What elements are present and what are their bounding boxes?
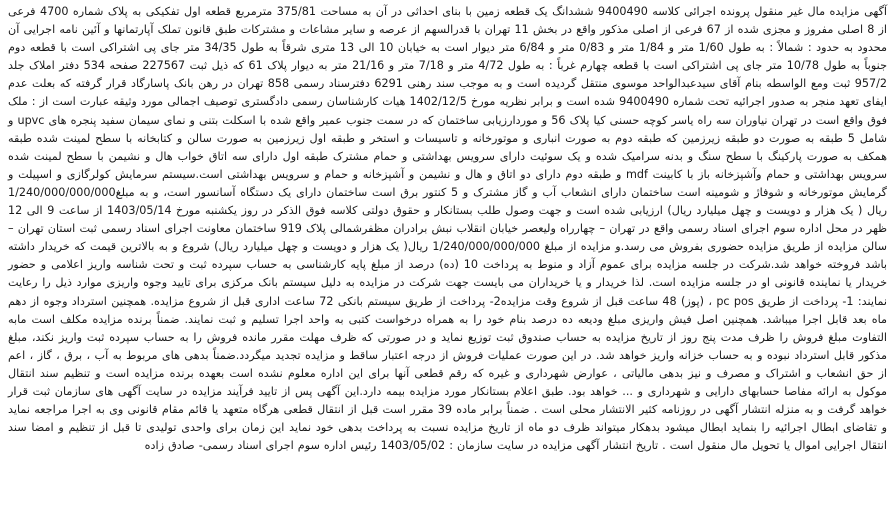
notice-body-text: آگهی مزایده مال غیر منقول پرونده اجرائی کلاسه 9400490 ششدانگ یک قطعه زمین با بنای احداثی در آن به مساحت 375/81 مترمربع قطعه اول تفکیکی به پلاک شماره 4700 فرعی از 8 اصلی مفروز و مجزی شده از 67 فرعی از اصلی مذکور واقع در بخش 11 تهران با قدرالسهم از عرصه و سایر مشاعات و مشترکات طبق قانون تملک آپارتمانها و آئین نامه اجرایی آن محدود به حدود : شمالاً : به طول 1/60 متر و 1/84 متر و 0/83 متر و 6/84 متر دیوار است به خیابان 10 الی 13 متری شرقاً به طول 34/35 متر جای پی اشتراکی است با قطعه دوم جنوباً به طول 10/78 متر جای پی اشتراکی است با قطعه چهارم غرباً : به طول 4/72 متر و 7/18 متر و 21/16 متر به دیوار پلاک 61 که ذیل ثبت 227567 صفحه 534 دفتر املاک جلد 957/2 ثبت ومع الواسطه بنام آقای سیدعبدالواحد موسوی منتقل گردیده است و به موجب سند رهنی 6291 دفترسناد رسمی 858 تهران در رهن بانک پاسارگاد قرار گرفته که بعلت عدم ایفای تعهد منجر به صدور اجرائیه تحت شماره 9400490 شده است و برابر نظریه مورخ 1402/12/5 هیات کارشناسان رسمی دادگستری توصیف اجمالی مورد وثیقه عبارت است از : ملک فوق واقع است در تهران نیاوران سه راه یاسر کوچه حسنی کیا پلاک 56 و موردارزیابی ساختمان که در سمت جنوب عمیر واقع شده با اسکلت بتنی و نمای سیمان سفید پنجره های upvc و شامل 5 طبقه به صورت دو طبقه زیرزمین که طبقه دوم به صورت انباری و موتورخانه و تاسیسات و استخر و طبقه اول زیرزمین به صورت سالن و کتابخانه با سطح لمینت شده طبقه همکف به صورت پارکینگ با سطح سنگ و بدنه سرامیک شده و یک سوئیت دارای سرویس بهداشتی و حمام مشترک طبقه اول دارای سه اتاق خواب هال و نشیمن با سطح لمینت شده سرویس بهداشتی و حمام وآشپزخانه باز با کابینت mdf و طبقه دوم دارای دو اتاق و هال و نشیمن و آشپزخانه و حمام و سرویس بهداشتی است.سیستم سرمایش کولرگازی و اسپیلت و گرمایش موتورخانه و شوفاژ و شومینه است ساختمان دارای انشعاب آب و گاز مشترک و 5 کنتور برق است ساختمان دارای یک دستگاه آسانسور است، و به مبلغ1/240/000/000/000 ریال ( یک هزار و دویست و چهل میلیارد ریال) ارزیابی شده است و جهت وصول طلب بستانکار و حقوق دولتی کلاسه فوق الذکر در روز یکشنبه مورخ 1403/05/14 از ساعت 9 الی 12 ظهر در محل اداره سوم اجرای اسناد رسمی واقع در تهران – چهارراه ولیعصر خیابان انقلاب نبش برادران مظفرشمالی پلاک 919 ساختمان معاونت اجرای اسناد رسمی ثبت استان تهران – سالن مزایده از طریق مزایده حضوری بفروش می رسد.و مزایده از مبلغ 1/240/000/000/000 ریال( یک هزار و دویست و چهل میلیارد ریال) شروع و به بالاترین قیمت که خریدار داشته باشد فروخته خواهد شد.شرکت در جلسه مزایده برای عموم آزاد و منوط به پرداخت 10 (ده) درصد از مبلغ پایه کارشناسی به حساب سپرده ثبت و تحت شناسه واریز اعلامی و حضور خریدار یا نماینده قانونی او در جلسه مزایده است. لذا خریدار و یا خریداران می بایست جهت شرکت در مزایده به دلیل سیستم بانک مرکزی برای تایید وجوه واریزی موارد ذیل را رعایت نمایند: 1- پرداخت از طریق pc pos ، (پوز) 48 ساعت قبل از شروع وقت مزایده2- پرداخت از طریق سیستم بانکی 72 ساعت اداری قبل از شروع مزایده. همچنین استرداد وجوه از دهم ماه بعد قابل اجرا میباشد. همچنین اصل فیش واریزی مبلغ ودیعه ده درصد بنام خود را به همراه درخواست کتبی به واحد اجرا تسلیم و ثبت نمایند. ضمناً برنده مزایده مکلف است مابه التفاوت مبلغ فروش را ظرف مدت پنج روز از تاریخ مزایده به حساب صندوق ثبت توزیع نماید و در صورتی که ظرف مهلت مقرر مانده فروش را به حساب سپرده ثبت واریز نکند، مبلغ مذکور قابل استرداد نبوده و به حساب خزانه واریز خواهد شد. در این صورت عملیات فروش از درجه اعتبار ساقط و مزایده تجدید میگردد.ضمناً بدهی های مربوط به آب ، برق ، گاز ، اعم از حق انشعاب و اشتراک و مصرف و نیز بدهی مالیاتی ، عوارض شهرداری و غیره که رقم قطعی آنها برای این اداره معلوم نشده است بعهده برنده مزایده است و تنظیم سند انتقال موکول به ارائه مفاصا حسابهای دارایی و شهرداری و ... خواهد بود. طبق اعلام بستانکار مورد مزایده بیمه دارد.این آگهی پس از تایید فرآیند مزایده در سایت آگهی های سازمان ثبت قرار خواهد گرفت و به منزله انتشار آگهی در روزنامه کثیر الانتشار محلی است . ضمناً برابر ماده 39 مقرر است قبل از انتقال قطعی هرگاه متعهد یا قائم مقام قانونی وی به اجرا مراجعه نماید و تقاضای ابطال اجرائیه را بنماید ابطال میشود بدهکار میتواند ظرف دو ماه از تاریخ مزایده نسبت به پرداخت بدهی خود نماید این زمان برای واحدی تولیدی تا قبل از تنظیم و امضا سند انتقال اجرایی اموال یا تحویل مال منقول است . تاریخ انتشار آگهی مزایده در سایت سازمان : 1403/05/02 رئیس اداره سوم اجرای اسناد رسمی- صادق زاده	[8, 5, 888, 453]
